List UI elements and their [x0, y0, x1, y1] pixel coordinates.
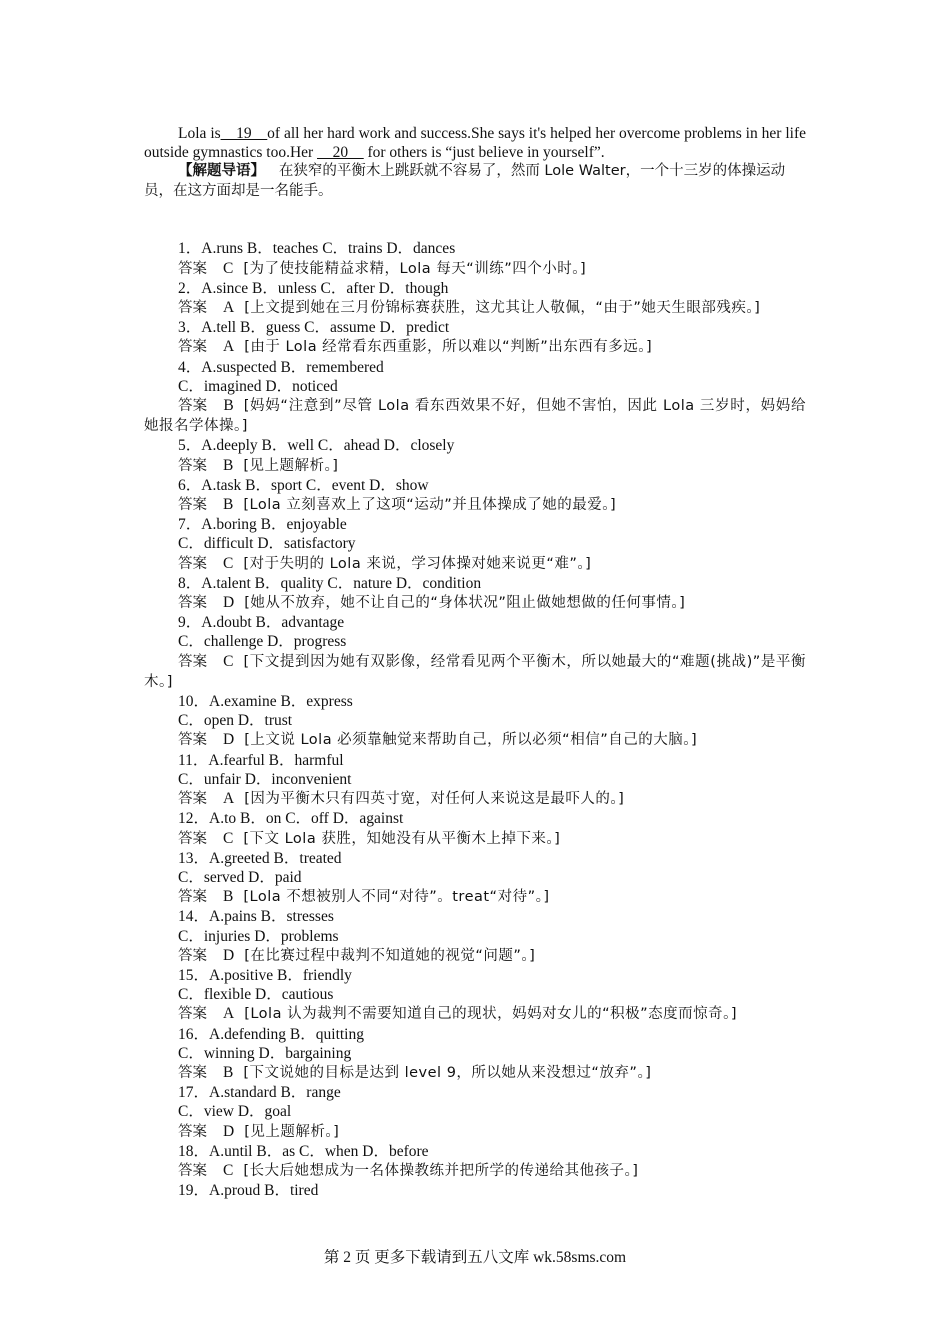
answer-explanation: [见上题解析。]: [243, 457, 339, 474]
question-list: [144, 239, 806, 1200]
answer-label: 答案: [178, 1123, 207, 1140]
answer-label: 答案: [178, 555, 207, 572]
answer-explanation: [在比赛过程中裁判不知道她的视觉“问题”。]: [244, 947, 536, 964]
answer-label: 答案: [178, 947, 207, 964]
answer-letter: A: [223, 790, 235, 808]
question-option-line: C．injuries D．problems: [178, 927, 339, 945]
answer-explanation: [下文提到因为她有双影像，经常看见两个平衡木，所以她最大的“难题(挑战)”是平衡木。]: [144, 653, 807, 690]
answer-label: 答案: [178, 732, 207, 749]
answer-explanation: [由于 Lola 经常看东西重影，所以难以“判断”出东西有多远。]: [244, 339, 653, 356]
answer-letter: A: [223, 338, 235, 356]
question-option-line: 7．A.boring B．enjoyable: [178, 516, 347, 534]
answer-line: [144, 554, 806, 574]
answer-label: 答案: [178, 830, 207, 847]
answer-explanation: [Lola 不想被别人不同“对待”。treat“对待”。]: [243, 889, 550, 906]
question-option-line: 17．A.standard B．range: [178, 1084, 341, 1102]
answer-line: [144, 396, 806, 436]
question-option-line: C．difficult D．satisfactory: [178, 535, 356, 553]
document-page: [144, 124, 806, 1200]
answer-letter: B: [223, 888, 234, 906]
question-option-line: C．imagined D．noticed: [178, 377, 338, 395]
question-option-line: 18．A.until B．as C．when D．before: [178, 1142, 429, 1160]
guide-paragraph: [144, 162, 806, 201]
answer-letter: C: [223, 652, 234, 670]
answer-label: 答案: [178, 1006, 207, 1023]
passage-text: Lola is: [178, 125, 221, 142]
blank-20: __20__: [317, 144, 364, 162]
answer-label: 答案: [178, 889, 207, 906]
passage-text: of all her hard work and success.She says it's helped her overcome problems in her life outside gymnastics too.Her: [144, 125, 806, 162]
answer-line: [144, 1161, 806, 1181]
answer-line: [144, 1122, 806, 1142]
answer-label: 答案: [178, 300, 207, 317]
question-option-line: 1．A.runs B．teaches C．trains D．dances: [178, 240, 456, 258]
answer-explanation: [对于失明的 Lola 来说，学习体操对她来说更“难”。]: [243, 555, 592, 572]
answer-line: [144, 495, 806, 515]
answer-explanation: [因为平衡木只有四英寸宽，对任何人来说这是最吓人的。]: [244, 791, 625, 808]
question-option-line: 6．A.task B．sport C．event D．show: [178, 476, 429, 494]
answer-line: [144, 259, 806, 279]
answer-line: [144, 337, 806, 357]
answer-line: [144, 1063, 806, 1083]
question-option-line: 13．A.greeted B．treated: [178, 849, 342, 867]
question-option-line: 8．A.talent B．quality C．nature D．condition: [178, 574, 482, 592]
answer-label: 答案: [178, 1162, 207, 1179]
question-option-line: 15．A.positive B．friendly: [178, 966, 352, 984]
answer-line: [144, 887, 806, 907]
answer-explanation: [Lola 立刻喜欢上了这项“运动”并且体操成了她的最爱。]: [243, 497, 617, 514]
answer-line: [144, 593, 806, 613]
answer-explanation: [下文 Lola 获胜，知她没有从平衡木上掉下来。]: [243, 830, 561, 847]
answer-letter: C: [223, 829, 234, 847]
question-option-line: C．flexible D．cautious: [178, 986, 334, 1004]
question-option-line: 10．A.examine B．express: [178, 693, 353, 711]
question-option-line: 2．A.since B．unless C．after D．though: [178, 279, 449, 297]
question-option-line: 14．A.pains B．stresses: [178, 908, 334, 926]
answer-explanation: [为了使技能精益求精，Lola 每天“训练”四个小时。]: [243, 260, 587, 277]
answer-letter: D: [223, 1122, 235, 1140]
answer-letter: C: [223, 554, 234, 572]
answer-line: [144, 456, 806, 476]
answer-explanation: [上文提到她在三月份锦标赛获胜，这尤其让人敬佩，“由于”她天生眼部残疾。]: [244, 300, 761, 317]
answer-letter: D: [223, 946, 235, 964]
question-option-line: 16．A.defending B．quitting: [178, 1025, 364, 1043]
answer-line: [144, 789, 806, 809]
answer-letter: C: [223, 1161, 234, 1179]
question-option-line: 11．A.fearful B．harmful: [178, 751, 344, 769]
answer-explanation: [妈妈“注意到”尽管 Lola 看东西效果不好，但她不害怕，因此 Lola 三岁时，妈妈给她报名学体操。]: [144, 398, 806, 435]
answer-label: 答案: [178, 457, 207, 474]
answer-label: 答案: [178, 339, 207, 356]
answer-explanation: [见上题解析。]: [244, 1123, 340, 1140]
answer-letter: B: [223, 456, 234, 474]
answer-letter: C: [223, 259, 234, 277]
answer-letter: B: [223, 496, 234, 514]
question-option-line: 9．A.doubt B．advantage: [178, 614, 345, 632]
answer-letter: D: [223, 731, 235, 749]
question-option-line: C．winning D．bargaining: [178, 1044, 352, 1062]
answer-letter: A: [223, 299, 235, 317]
question-option-line: C．open D．trust: [178, 712, 293, 730]
passage-text: for others is “just believe in yourself”.: [367, 144, 605, 162]
answer-line: [144, 652, 806, 692]
guide-label: 【解题导语】: [178, 163, 265, 180]
answer-label: 答案: [178, 1064, 207, 1081]
question-option-line: C．unfair D．inconvenient: [178, 770, 352, 788]
answer-label: 答案: [178, 595, 207, 612]
answer-label: 答案: [178, 497, 207, 514]
answer-letter: A: [223, 1005, 235, 1023]
answer-explanation: [她从不放弃，她不让自己的“身体状况”阻止做她想做的任何事情。]: [244, 595, 686, 612]
answer-letter: D: [223, 594, 235, 612]
question-option-line: 4．A.suspected B．remembered: [178, 358, 384, 376]
answer-explanation: [Lola 认为裁判不需要知道自己的现状，妈妈对女儿的“积极”态度而惊奇。]: [244, 1006, 738, 1023]
question-option-line: 12．A.to B．on C．off D．against: [178, 810, 404, 828]
answer-line: [144, 730, 806, 750]
passage-paragraph: [144, 124, 806, 162]
question-option-line: C．challenge D．progress: [178, 633, 347, 651]
answer-label: 答案: [178, 260, 207, 277]
answer-explanation: [上文说 Lola 必须靠触觉来帮助自己，所以必须“相信”自己的大脑。]: [244, 732, 698, 749]
answer-letter: B: [223, 1063, 234, 1081]
answer-line: [144, 829, 806, 849]
answer-explanation: [长大后她想成为一名体操教练并把所学的传递给其他孩子。]: [243, 1162, 639, 1179]
answer-explanation: [下文说她的目标是达到 level 9，所以她从来没想过“放弃”。]: [243, 1064, 652, 1081]
answer-line: [144, 298, 806, 318]
question-option-line: 3．A.tell B．guess C．assume D．predict: [178, 319, 450, 337]
page-footer: 第 2 页 更多下载请到五八文库 wk.58sms.com: [323, 1249, 627, 1266]
question-option-line: C．view D．goal: [178, 1103, 292, 1121]
question-option-line: 5．A.deeply B．well C．ahead D．closely: [178, 437, 455, 455]
guide-text: 在狭窄的平衡木上跳跃就不容易了，然而 Lole Walter，一个十三岁的体操运动员，在这方面却是一名能手。: [144, 163, 786, 199]
question-option-line: 19．A.proud B．tired: [178, 1182, 319, 1200]
answer-line: [144, 946, 806, 966]
answer-label: 答案: [178, 398, 208, 415]
answer-line: [144, 1004, 806, 1024]
answer-label: 答案: [178, 653, 208, 670]
answer-letter: B: [223, 397, 234, 415]
blank-19: __19__: [220, 125, 268, 142]
answer-label: 答案: [178, 791, 207, 808]
question-option-line: C．served D．paid: [178, 868, 302, 886]
